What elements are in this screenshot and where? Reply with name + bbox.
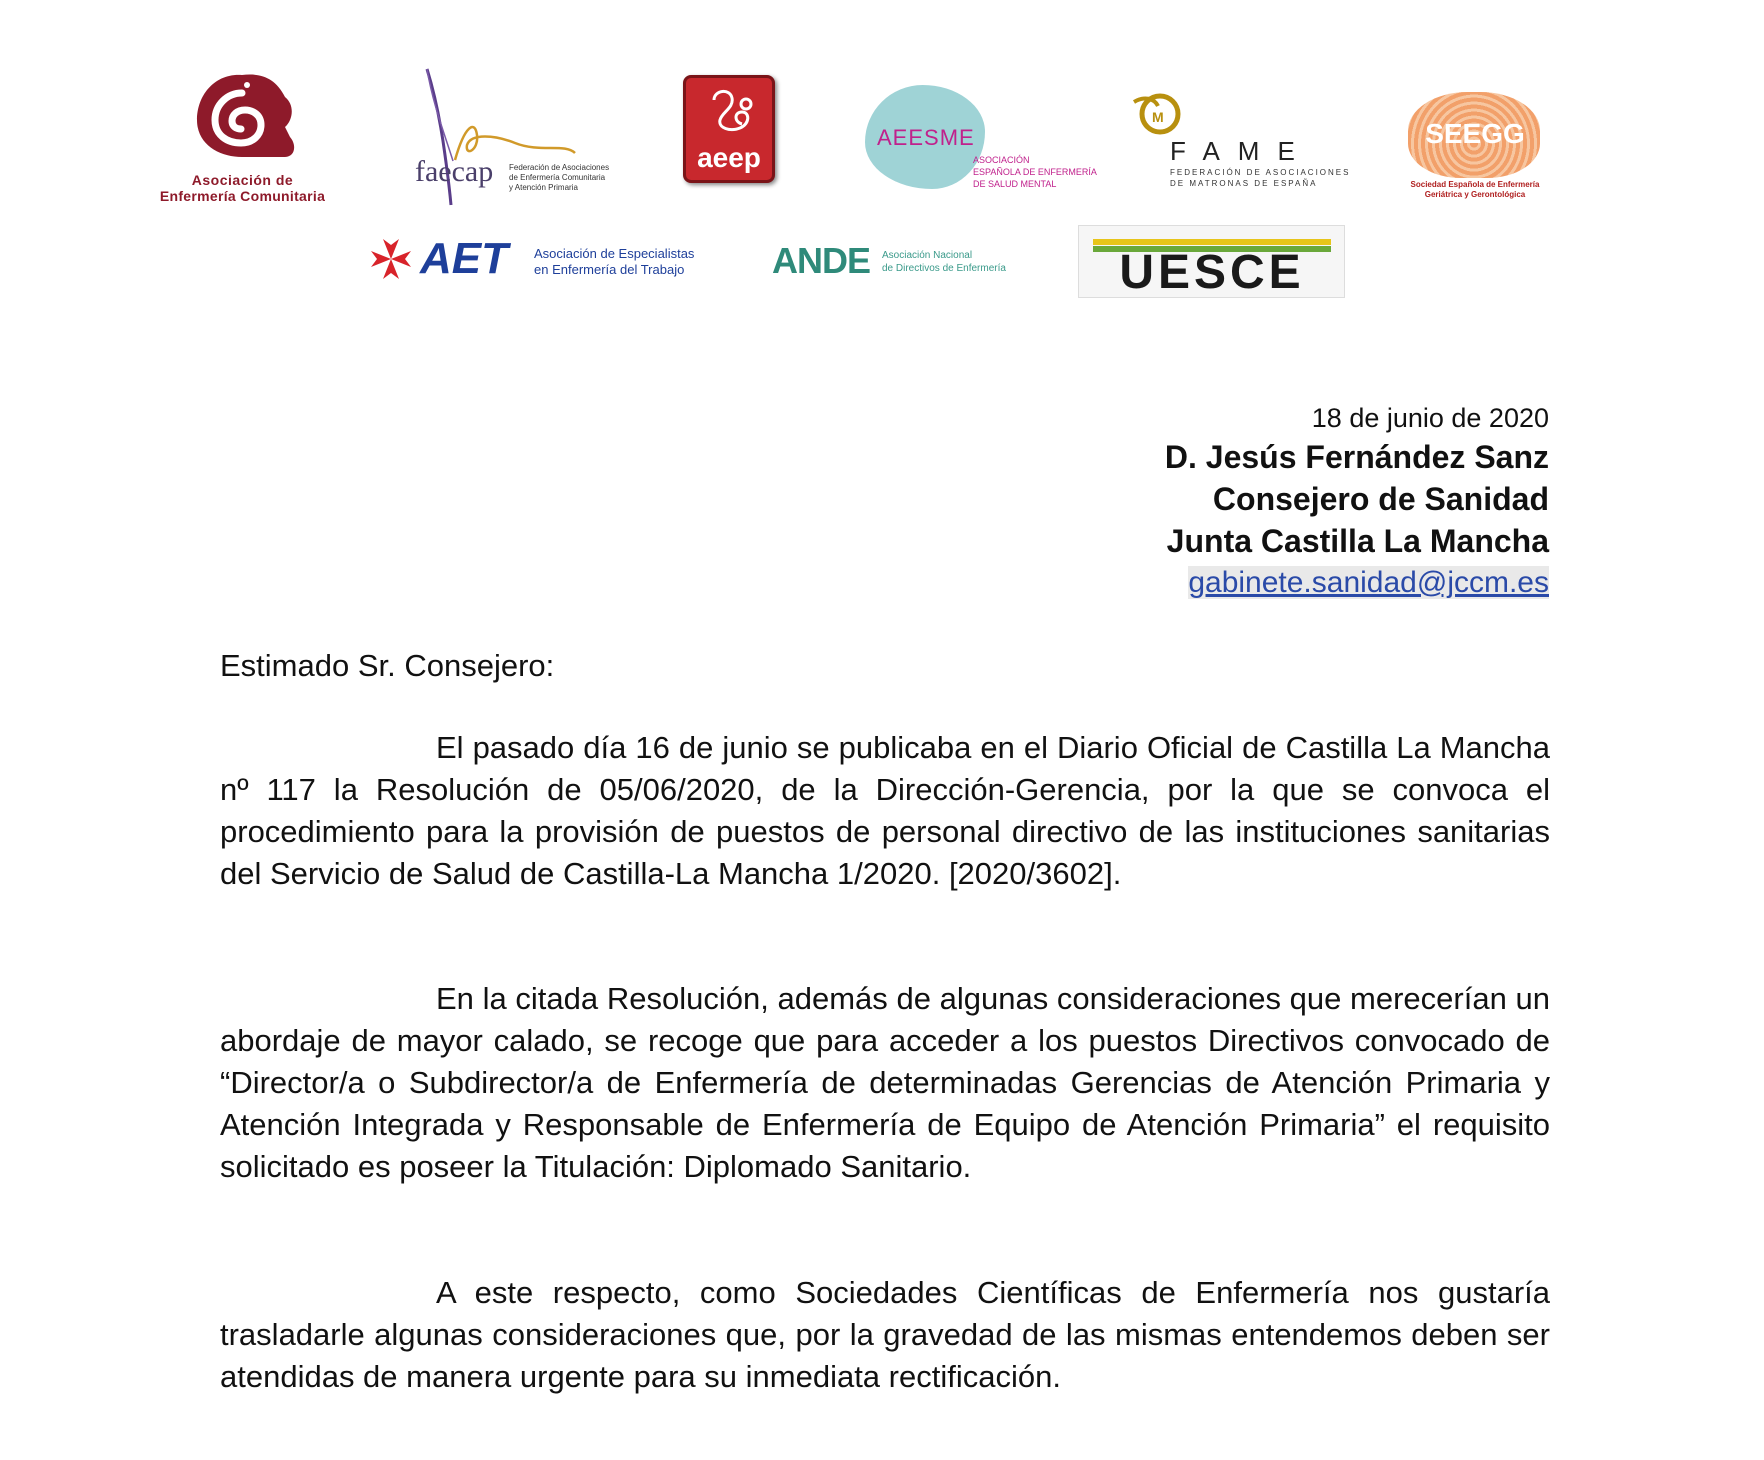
recipient-name: D. Jesús Fernández Sanz [1164,439,1549,475]
logo-fame [1130,92,1360,192]
ande-name: ANDE [772,240,871,281]
recipient-email-link[interactable]: gabinete.sanidad@jccm.es [1188,566,1549,599]
body-paragraph-1: El pasado día 16 de junio se publicaba en el Diario Oficial de Castilla La Mancha nº 117 la Resolución de 05/06/2020, de la Dirección-Gerencia, por la que se convoca el procedimiento para la provisión de puestos de personal directivo de las instituciones sanitarias del Servicio de Salud de Castilla-La Mancha 1/2020. [2020/3602]. [220,730,1550,891]
ande-sub2: de Directivos de Enfermería [882,263,1006,274]
aet-sub2: en Enfermería del Trabajo [534,262,685,277]
recipient-org: Junta Castilla La Mancha [1166,523,1549,559]
letter-date: 18 de junio de 2020 [1311,403,1549,433]
aeesme-sub3: DE SALUD MENTAL [973,179,1057,189]
aeesme-sub2: ESPAÑOLA DE ENFERMERÍA [973,167,1097,177]
fame-name: FAME [1170,136,1313,166]
logo-aeep [683,75,775,183]
aeesme-name: AEESME [877,125,975,150]
logo-ande [772,240,1022,290]
fame-sub2: DE MATRONAS DE ESPAÑA [1170,179,1318,188]
uesce-yellow-bar [1093,239,1331,245]
recipient-block [1165,400,1549,604]
faecap-sub1: Federación de Asociaciones [509,163,610,172]
svg-text:M: M [1152,109,1164,125]
aet-name: AET [420,234,508,283]
aeep-name: aeep [697,142,761,173]
logo-faecap [405,65,625,215]
aeesme-sub1: ASOCIACIÓN [973,155,1030,165]
body-paragraph-2: En la citada Resolución, además de algunas consideraciones que merecerían un abordaje de mayor calado, se recoge que para acceder a los puestos Directivos convocado de “Director/a o Subdirector/a de Enfermería de determinadas Gerencias de Atención Primaria y Atención Integrada y Responsable de Enfermería de Equipo de Atención Primaria” el requisito solicitado es poseer la Titulación: Diplomado Sanitario. [220,981,1550,1184]
ande-sub1: Asociación Nacional [882,250,973,261]
fame-sub1: FEDERACIÓN DE ASOCIACIONES [1170,168,1351,177]
body-paragraph-3: A este respecto, como Sociedades Científicas de Enfermería nos gustaría trasladarle algunas consideraciones que, por la gravedad de las mismas entendemos deben ser atendidas de manera urgente para su inmediata rectificación. [220,1275,1550,1394]
logo-aeesme [865,85,1105,195]
aec-emblem-icon [135,65,350,165]
uesce-name: UESCE [1119,246,1305,299]
seegg-sub2: Geriátrica y Gerontológica [1424,190,1526,199]
faecap-sub2: de Enfermería Comunitaria [509,173,606,182]
aet-sub1: Asociación de Especialistas [534,246,695,261]
logo-seegg [1400,92,1560,207]
faecap-quill-icon [405,65,625,215]
logo-aec [135,65,350,210]
logo-uesce [1078,225,1345,298]
seegg-sub1: Sociedad Española de Enfermería [1410,180,1540,189]
recipient-role: Consejero de Sanidad [1212,481,1549,517]
logo-aet [368,232,708,292]
faecap-sub3: y Atención Primaria [509,183,578,192]
maltese-cross-icon [368,236,414,282]
salutation: Estimado Sr. Consejero: [220,648,555,683]
faecap-name: faecap [415,155,494,188]
fame-emblem-icon [1130,92,1186,136]
aec-line1: Asociación de [191,172,294,188]
aec-line2: Enfermería Comunitaria [159,188,326,204]
seegg-name: SEEGG [1425,118,1525,149]
